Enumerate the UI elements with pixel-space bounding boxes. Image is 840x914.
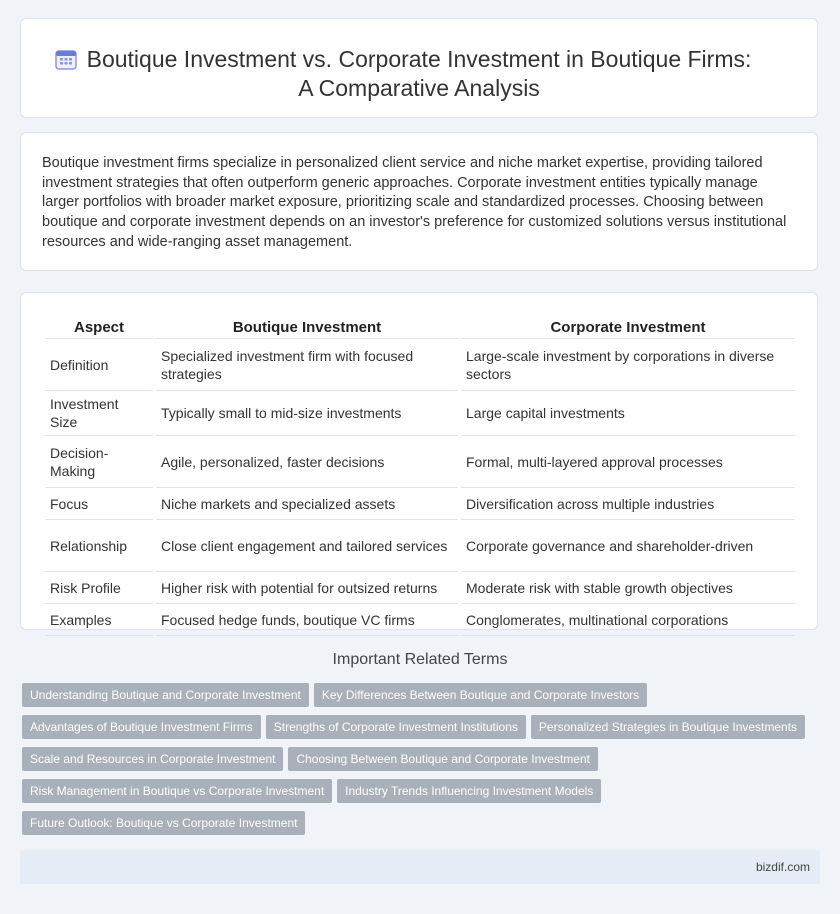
table-cell: Diversification across multiple industries: [461, 488, 795, 520]
table-row: [45, 339, 795, 391]
header-boutique: Boutique Investment: [156, 315, 458, 339]
related-term-tag[interactable]: Industry Trends Influencing Investment Models: [337, 779, 601, 803]
table-cell: Large-scale investment by corporations in diverse sectors: [461, 339, 795, 391]
table-cell: Conglomerates, multinational corporations: [461, 604, 795, 636]
related-term-tag[interactable]: Scale and Resources in Corporate Investment: [22, 747, 283, 771]
related-term-tag[interactable]: Advantages of Boutique Investment Firms: [22, 715, 261, 739]
table-cell: Risk Profile: [45, 572, 153, 604]
footer: [20, 850, 820, 884]
related-term-tag[interactable]: Personalized Strategies in Boutique Investments: [531, 715, 805, 739]
table-cell: Formal, multi-layered approval processes: [461, 436, 795, 488]
related-term-tag[interactable]: Future Outlook: Boutique vs Corporate Investment: [22, 811, 305, 835]
table-cell: Specialized investment firm with focused strategies: [156, 339, 458, 391]
table-cell: Close client engagement and tailored services: [156, 520, 458, 572]
table-row: [45, 436, 795, 488]
table-cell: Relationship: [45, 520, 153, 572]
related-term-tag[interactable]: Strengths of Corporate Investment Institutions: [266, 715, 526, 739]
table-cell: Large capital investments: [461, 391, 795, 436]
intro-paragraph: Boutique investment firms specialize in personalized client service and niche market expertise, providing tailored investment strategies that often outperform generic approaches. Corporate investment entities typically manage larger portfolios with broader market exposure, prioritizing scale and standardized processes. Choosing between boutique and corporate investment depends on an investor's preference for customized solutions versus institutional resources and wide-ranging asset management.: [42, 155, 787, 250]
page-title: [21, 45, 817, 103]
table-cell: Definition: [45, 339, 153, 391]
table-cell: Decision-Making: [45, 436, 153, 488]
related-term-tag[interactable]: Key Differences Between Boutique and Corporate Investors: [314, 683, 647, 707]
header-corporate: Corporate Investment: [461, 315, 795, 339]
title-card: [20, 18, 818, 118]
table-cell: Moderate risk with stable growth objectives: [461, 572, 795, 604]
related-terms-list: [22, 683, 822, 843]
table-row: [45, 520, 795, 572]
header-aspect: Aspect: [45, 315, 153, 339]
comparison-table-card: [20, 292, 818, 630]
related-term-tag[interactable]: Risk Management in Boutique vs Corporate Investment: [22, 779, 332, 803]
intro-card: [20, 132, 818, 271]
table-cell: Agile, personalized, faster decisions: [156, 436, 458, 488]
footer-site-link[interactable]: bizdif.com: [755, 860, 810, 874]
table-header-row: [45, 315, 795, 339]
related-term-tag[interactable]: Choosing Between Boutique and Corporate Investment: [288, 747, 598, 771]
table-row: [45, 488, 795, 520]
table-cell: Typically small to mid-size investments: [156, 391, 458, 436]
page-title-line-2: A Comparative Analysis: [298, 75, 540, 101]
related-term-tag[interactable]: Understanding Boutique and Corporate Investment: [22, 683, 309, 707]
table-row: [45, 604, 795, 636]
table-cell: Niche markets and specialized assets: [156, 488, 458, 520]
table-cell: Focused hedge funds, boutique VC firms: [156, 604, 458, 636]
table-cell: Investment Size: [45, 391, 153, 436]
table-cell: Examples: [45, 604, 153, 636]
table-row: [45, 572, 795, 604]
table-cell: Corporate governance and shareholder-driven: [461, 520, 795, 572]
related-terms-title: Important Related Terms: [332, 651, 508, 668]
page-title-line-1: Boutique Investment vs. Corporate Investment in Boutique Firms:: [86, 46, 752, 72]
table-row: [45, 391, 795, 436]
table-cell: Higher risk with potential for outsized returns: [156, 572, 458, 604]
table-cell: Focus: [45, 488, 153, 520]
comparison-table: [42, 315, 798, 636]
